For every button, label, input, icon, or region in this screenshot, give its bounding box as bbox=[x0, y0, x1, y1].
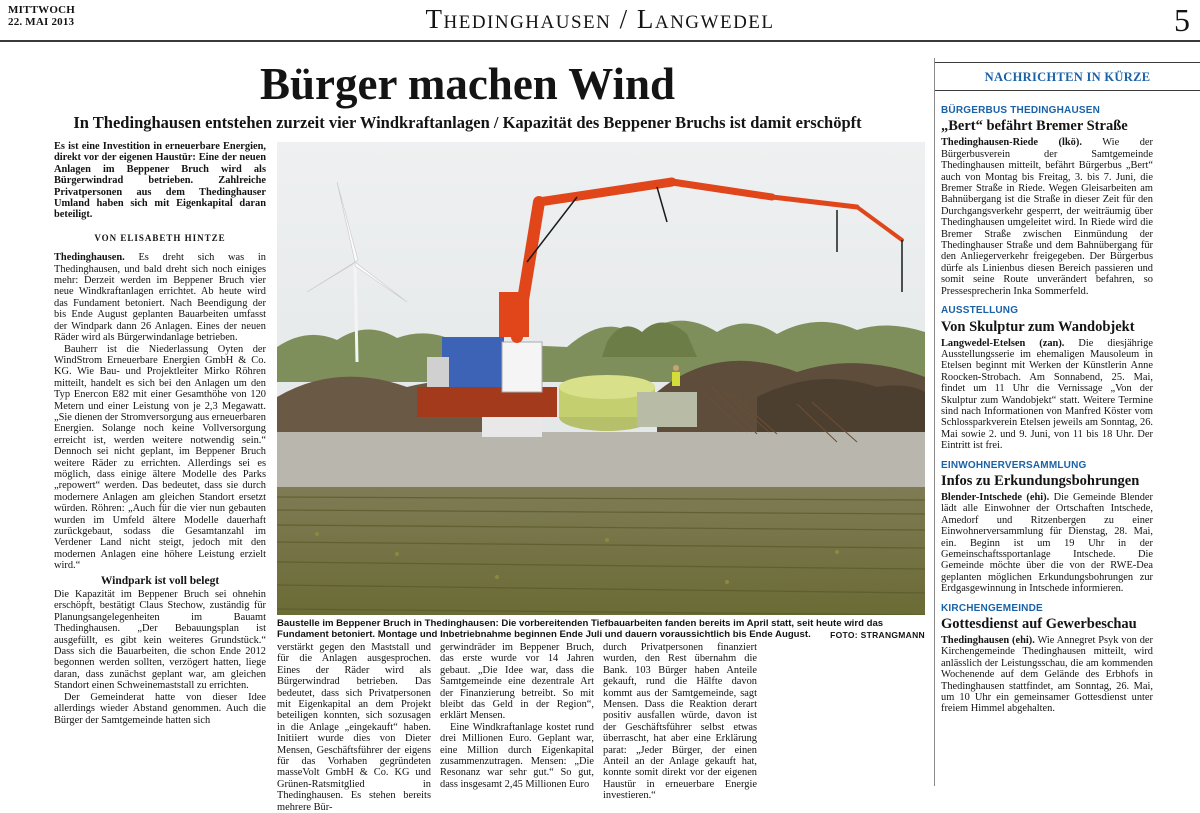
news-brief bbox=[941, 105, 1153, 297]
sidebar-divider bbox=[934, 58, 935, 786]
news-brief bbox=[941, 603, 1153, 715]
photo-credit: FOTO: STRANGMANN bbox=[830, 629, 925, 640]
place-line: Thedinghausen. bbox=[54, 252, 125, 264]
sidebar-rule-top bbox=[935, 62, 1200, 63]
news-brief-kicker: BÜRGERBUS THEDINGHAUSEN bbox=[941, 105, 1101, 116]
news-brief-body: Wie Annegret Psyk von der Kirchengemeinde Thedinghausen mitteilt, wird anlässlich der Leistungsschau, die am kommenden Wochenende auf dem Gelände des Erbhofs in Thedinghausen stattfindet, am Sonntag, 26. Mai, um 10 Uhr ein gemeinsamer Gottesdienst unter freiem Himmel abgehalten. bbox=[941, 635, 1153, 715]
news-brief-body: Die diesjährige Ausstellungsserie im ehemaligen Mausoleum in Etelsen beginnt mit Werken der Künstlerin Anne Roocken-Strobach. Am Sonnabend, 25. Mai, findet um 11 Uhr die Vernissage „Von der Skulptur zum Wandobjekt“ statt. Weitere Termine sind nach Informationen von Manfred Köster vom Schlossparkverein Etelsen jeweils am Sonntag, 26. Mai sowie 2. und 9. Juni, von 11 bis 18 Uhr. Der Eintritt ist frei. bbox=[941, 337, 1153, 452]
section-title: Thedinghausen / Langwedel bbox=[425, 4, 775, 34]
news-brief-kicker: AUSSTELLUNG bbox=[941, 305, 1019, 317]
news-brief bbox=[941, 305, 1153, 451]
paragraph bbox=[54, 252, 266, 343]
paragraph-text: Es dreht sich was in Thedinghausen, und bald dreht sich noch einiges mehr: Derzeit werden im Beppener Bruch vier neue Windkraftanlagen errichtet. Ab heute wird das Fundament betoniert. Nach Beendigung der bis Ende August geplanten Bauarbeiten umfasst der Windpark dann 26 Anlagen. Eines der neuen Räder wird als Bürgerwindanlage betrieben. bbox=[54, 252, 266, 344]
intertitle: Windpark ist voll belegt bbox=[100, 574, 220, 587]
news-brief-text bbox=[941, 635, 1153, 715]
news-brief-text bbox=[941, 137, 1153, 297]
news-brief-title: Infos zu Erkundungsbohrungen bbox=[941, 472, 1140, 489]
article-column-2 bbox=[277, 642, 431, 813]
crane-construction-image bbox=[277, 142, 925, 615]
caption-text: Baustelle im Beppener Bruch in Thedinghausen: Die vorbereitenden Tiefbauarbeiten fanden bereits im April statt, seit heute wird das Fundament betoniert. Montage und Inbetriebnahme beginnen Ende Juli und dauern voraussichtlich bis Ende August. bbox=[277, 618, 884, 640]
paragraph: Bauherr ist die Niederlassung Oyten der WindStrom Erneuerbare Energien GmbH & Co. KG. Wie Bau- und Projektleiter Mirko Röhren mitteilt, handelt es sich bei den Anlagen um den Typ Enercon E82 mit einer Gesamthöhe von 120 Metern und einer Leistung von je 2,3 Megawatt. „Sie dienen der Stromversorgung aus erneuerbaren Energien. Solange noch keine Vollversorgung erreicht ist, werden weitere notwendig sein.“ Dennoch sei nicht geplant, im Beppener Bruch weitere Räder zu errichten. Allerdings sei es möglich, dass einige ältere Modelle des Parks „repowert“ werden. Das bedeutet, dass sie durch modernere Anlagen am gleichen Standort ersetzt würden. Röhren: „Auch für die vier nun gebauten wurden im Umfeld ältere Modelle dauerhaft zurückgebaut, sodass die Gesamtanzahl im Verdener Land nicht steigt, jedoch mit den modernen Anlagen eine höhere Leistung erzielt wird.“ bbox=[54, 343, 266, 572]
place-line: Thedinghausen-Riede (lkö). bbox=[941, 137, 1082, 149]
place-line: Langwedel-Etelsen (zan). bbox=[941, 337, 1065, 349]
article-subhead: In Thedinghausen entstehen zurzeit vier Windkraftanlagen / Kapazität des Beppener Bruchs ist damit erschöpft bbox=[73, 113, 862, 132]
paragraph: verstärkt gegen den Maststall und für die Anlagen ausgesprochen. Eines der Räder wird als Bürgerwindrad betrieben. Das bedeutet, dass sich Privatpersonen mit Eigenkapital an dem Projekt beteiligen konnten, sich sozusagen in die Anlage „eingekauft“ haben. Initiiert wurde dies von Dieter Mensen, Geschäftsführer der eigens für das Vorhaben gegründeten masseVolt GmbH & Co. KG und Grünen-Ratsmitglied in Thedinghausen. Es stehen bereits mehrere Bür- bbox=[277, 642, 431, 813]
paragraph: Eine Windkraftanlage kostet rund drei Millionen Euro. Geplant war, eine Million durch Eigenkapital zusammenzutragen. Mensen: „Die Resonanz war sehr gut.“ So gut, dass insgesamt 2,45 Millionen Euro bbox=[440, 721, 594, 790]
news-brief-kicker: EINWOHNERVERSAMMLUNG bbox=[941, 459, 1087, 471]
sidebar-rule-bottom bbox=[935, 90, 1200, 91]
article-column-4 bbox=[603, 642, 757, 802]
construction-photo bbox=[277, 142, 925, 615]
news-brief-title: „Bert“ befährt Bremer Straße bbox=[941, 118, 1128, 135]
byline: VON ELISABETH HINTZE bbox=[94, 232, 226, 243]
news-brief-text bbox=[941, 492, 1153, 595]
article-headline: Bürger machen Wind bbox=[259, 59, 676, 109]
paragraph: Die Kapazität im Beppener Bruch sei ohnehin erschöpft, bestätigt Claus Stechow, zuständig für Planungsangelegenheiten im Bauamt Thedinghausen. „Der Bebauungsplan ist ausgefüllt, es gibt kein weiteres Grundstück.“ Dass sich die Bauarbeiten, die schon Ende 2012 begonnen werden sollten, verzögert hatten, liege daran, dass zunächst geplant war, am gleichen Standort einen Schweinemaststall zu errichten. bbox=[54, 589, 266, 692]
article-lead: Es ist eine Investition in erneuerbare Energien, direkt vor der eigenen Haustür: Eine der neuen Anlagen im Beppener Bruch wird als Bürgerwindrad betrieben. Zahlreiche Privatpersonen aus dem Thedinghauser Umland haben sich mit Eigenkapital daran beteiligt. bbox=[54, 141, 266, 221]
photo-caption bbox=[277, 619, 925, 640]
masthead-rule bbox=[0, 40, 1200, 42]
article-column-1 bbox=[54, 141, 266, 726]
news-brief-body: Die Gemeinde Blender lädt alle Einwohner der Ortschaften Intschede, Amedorf und Ritzenbergen zu einer Einwohnerversammlung für Dienstag, 28. Mai, ein. Beginn ist um 19 Uhr in der Gemeinschaftssportanlage Intschede. Die Gemeinde möchte über die von der RWE-Dea geplanten möglichen Erkundungsbohrungen zur Erdgasgewinnung in Intschede informieren. bbox=[941, 491, 1153, 595]
paragraph: Der Gemeinderat hatte von dieser Idee allerdings wieder Abstand genommen. Auch die Bürger der Samtgemeinde hatten sich bbox=[54, 691, 266, 726]
paragraph: gerwindräder im Beppener Bruch, das erste wurde vor 14 Jahren gebaut. „Die Idee war, dass die Samtgemeinde eine dezentrale Art der Finanzierung betreibt. So mit bleibt das Geld in der Region“, erklärt Mensen. bbox=[440, 642, 594, 722]
news-brief-text bbox=[941, 338, 1153, 452]
news-brief-title: Gottesdienst auf Gewerbeschau bbox=[941, 616, 1137, 633]
date: 22. MAI 2013 bbox=[8, 16, 75, 28]
news-brief-title: Von Skulptur zum Wandobjekt bbox=[941, 318, 1135, 335]
news-brief-body: Wie der Bürgerbusverein der Samtgemeinde Thedinghausen mitteilt, befährt Bürgerbus „Bert“ auch von Montag bis Freitag, 3. bis 7. Juni, die Bremer Straße in Riede. Wegen Gleisarbeiten am Bahnübergang ist die Straße in dieser Zeit für den Durchgangsverkehr gesperrt, der weiträumig über Thedinghausen umgeleitet wird. In Riede wird die Bremer Straße zwischen Einmündung der Thedinghauser Straße und dem Bahnübergang für den Anliegerverkehr freigegeben. Der Bürgerbus dürfe als Linienbus diesen Bereich passieren und somit seine Route unverändert befahren, so Pressesprecherin Inka Sommerfeld. bbox=[941, 137, 1153, 297]
paragraph: durch Privatpersonen finanziert wurden, den Rest übernahm die Bank. 103 Bürger haben Anteile gekauft, rund die Hälfte davon kommt aus der Samtgemeinde, sagt Mensen. Dass die Reaktion derart positiv ausfallen würde, davon ist der Geschäftsführer selbst etwas überrascht, hat aber eine Erklärung parat: „Jeder Bürger, der einen Anteil an der Anlage gekauft hat, konnte somit direkt vor der eigenen Haustür in erneuerbare Energie investieren.“ bbox=[603, 642, 757, 802]
sidebar-header: NACHRICHTEN IN KÜRZE bbox=[984, 70, 1151, 84]
place-line: Blender-Intschede (ehi). bbox=[941, 491, 1050, 503]
news-brief-kicker: KIRCHENGEMEINDE bbox=[941, 602, 1043, 614]
place-line: Thedinghausen (ehi). bbox=[941, 635, 1035, 647]
page-number: 5 bbox=[1174, 2, 1190, 38]
weekday: MITTWOCH bbox=[8, 4, 75, 16]
news-brief-list bbox=[941, 105, 1153, 715]
article-column-3 bbox=[440, 642, 594, 790]
news-brief bbox=[941, 460, 1153, 595]
